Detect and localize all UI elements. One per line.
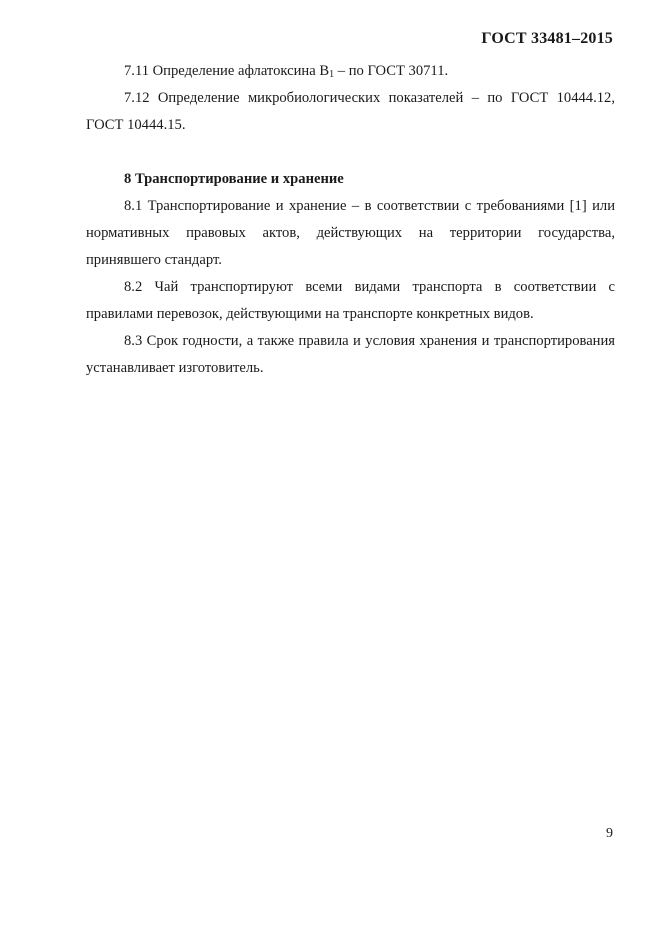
paragraph-7-11-text: 7.11 Определение афлатоксина B xyxy=(124,63,330,79)
document-body xyxy=(86,58,615,382)
paragraph-7-11 xyxy=(86,58,615,85)
paragraph-8-1: 8.1 Транспортирование и хранение – в соответствии с требованиями [1] или нормативных правовых актов, действующих на территории государства, принявшего стандарт. xyxy=(86,198,615,268)
paragraph-7-12: 7.12 Определение микробиологических показателей – по ГОСТ 10444.12, ГОСТ 10444.15. xyxy=(86,90,615,133)
page-number: 9 xyxy=(606,826,613,841)
subscript-1: 1 xyxy=(329,69,335,80)
paragraph-7-11-tail: – по ГОСТ 30711. xyxy=(334,63,449,79)
paragraph-8-2: 8.2 Чай транспортируют всеми видами транспорта в соответствии с правилами перевозок, действующими на транспорте конкретных видов. xyxy=(86,279,615,322)
section-title: 8 Транспортирование и хранение xyxy=(124,171,344,187)
paragraph-8-3: 8.3 Срок годности, а также правила и условия хранения и транспортирования устанавливает изготовитель. xyxy=(86,333,615,376)
document-code: ГОСТ 33481–2015 xyxy=(481,30,613,47)
